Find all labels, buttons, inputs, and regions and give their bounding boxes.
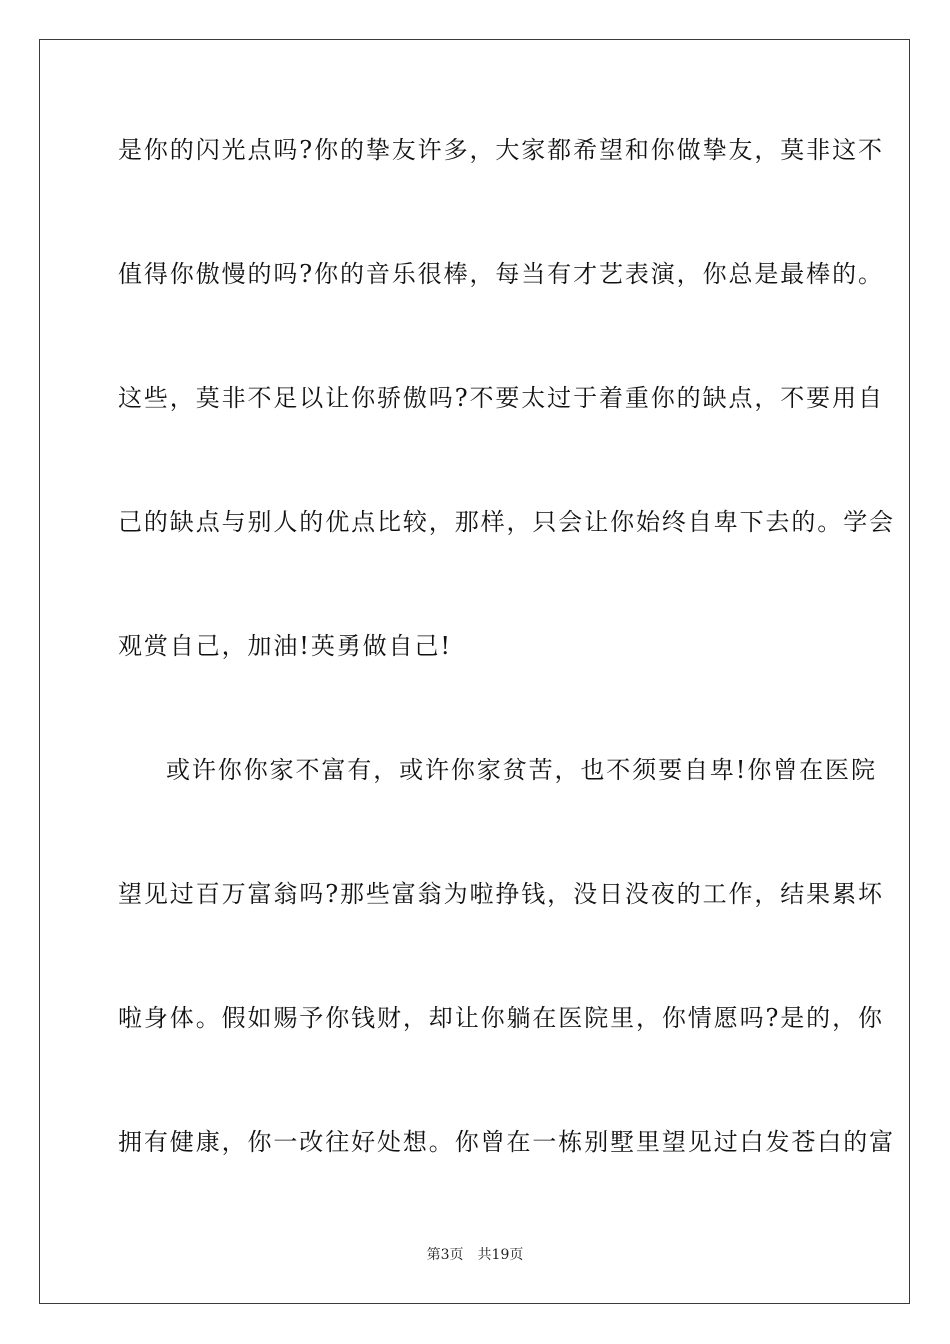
- body-line-6: 或许你你家不富有，或许你家贫苦，也不须要自卑!你曾在医院: [166, 756, 877, 784]
- body-line-5: 观赏自己，加油!英勇做自己!: [118, 632, 452, 660]
- body-line-4: 己的缺点与别人的优点比较，那样，只会让你始终自卑下去的。学会: [118, 508, 895, 536]
- body-line-7: 望见过百万富翁吗?那些富翁为啦挣钱，没日没夜的工作，结果累坏: [118, 880, 884, 908]
- body-line-1: 是你的闪光点吗?你的挚友许多，大家都希望和你做挚友，莫非这不: [118, 136, 884, 164]
- body-line-9: 拥有健康，你一改往好处想。你曾在一栋别墅里望见过白发苍白的富: [118, 1128, 895, 1156]
- body-line-8: 啦身体。假如赐予你钱财，却让你躺在医院里，你情愿吗?是的，你: [118, 1004, 884, 1032]
- page-number: 第3页: [426, 1247, 464, 1263]
- body-line-3: 这些，莫非不足以让你骄傲吗?不要太过于着重你的缺点，不要用自: [118, 384, 884, 412]
- page-footer: [0, 1246, 950, 1264]
- page-border: [39, 39, 910, 1304]
- total-pages: 共19页: [477, 1247, 524, 1263]
- body-line-2: 值得你傲慢的吗?你的音乐很棒，每当有才艺表演，你总是最棒的。: [118, 260, 884, 288]
